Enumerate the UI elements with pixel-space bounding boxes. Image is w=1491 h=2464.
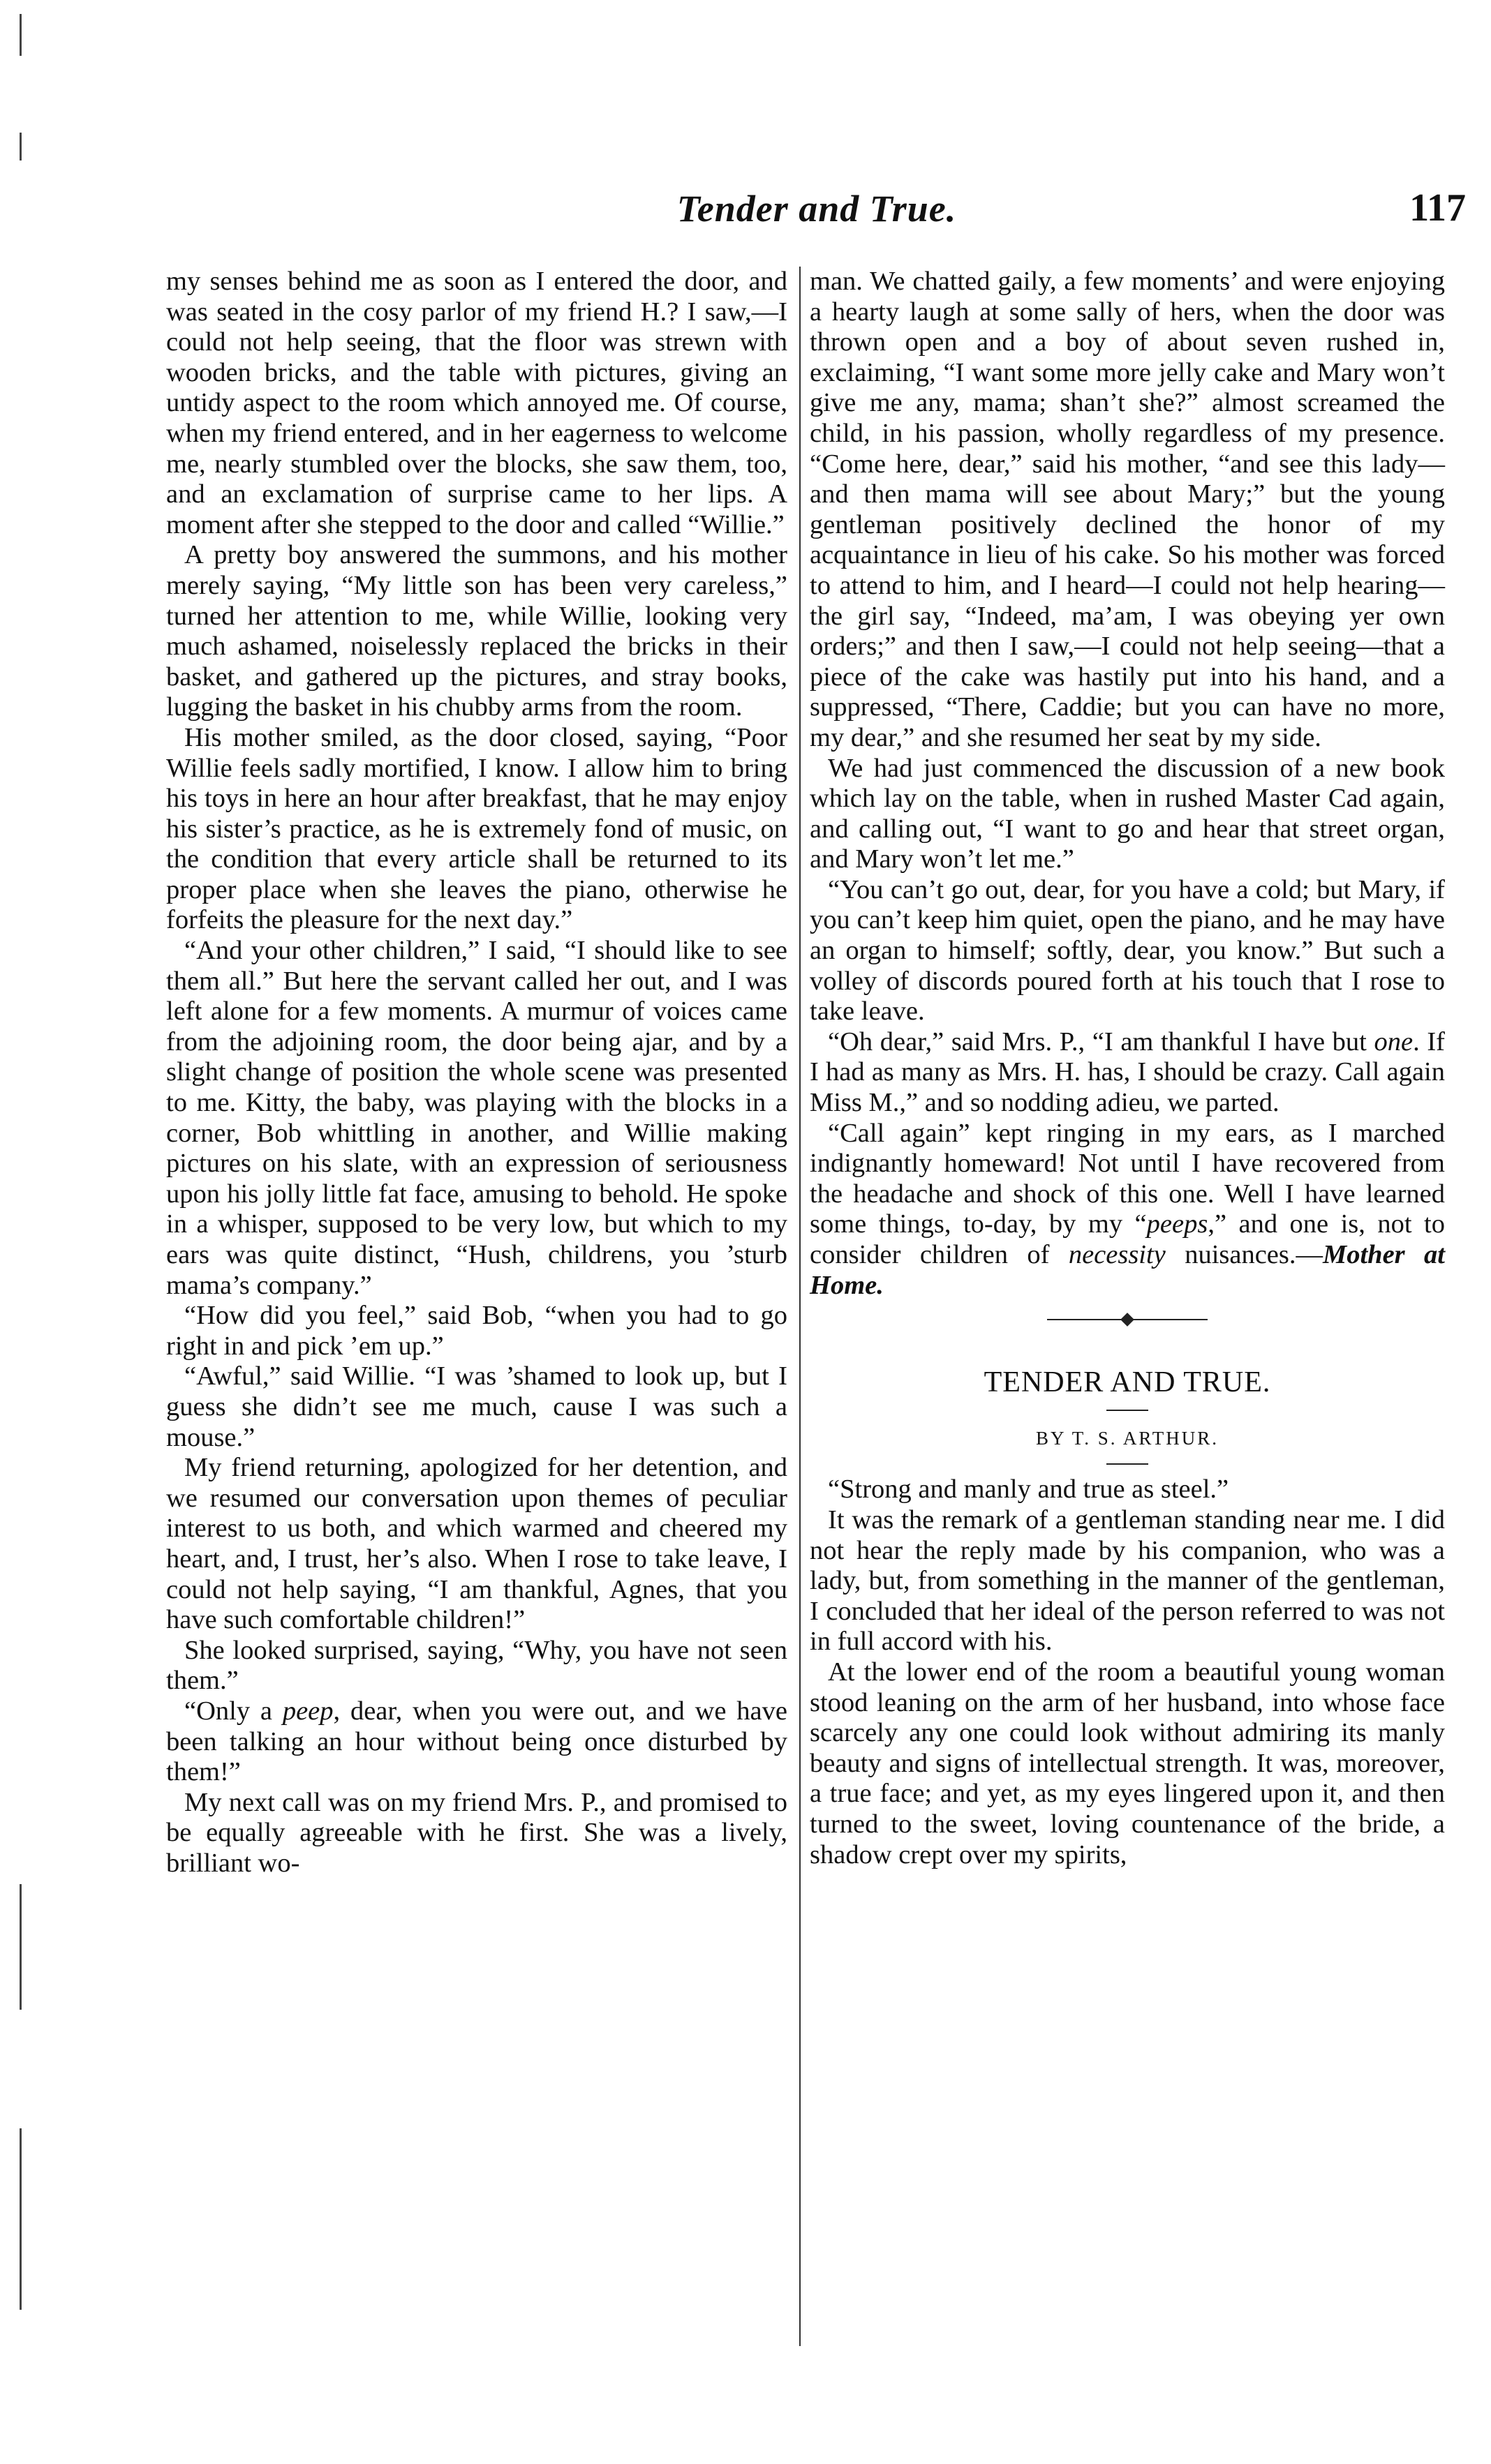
right-column <box>810 267 1445 1870</box>
paragraph: my senses behind me as soon as I entered the door, and was seated in the cosy parlor of my friend H.? I saw,—I could not help seeing, that the floor was strewn with wooden bricks, and the table with pictures, giving an untidy aspect to the room which annoyed me. Of course, when my friend entered, and in her eagerness to welcome me, nearly stumbled over the blocks, she saw them, too, and an exclamation of surprise came to her lips. A moment after she stepped to the door and called “Willie.” <box>166 267 787 539</box>
paragraph: It was the remark of a gentleman standing near me. I did not hear the reply made by his companion, who was a lady, but, from something in the manner of the gentleman, I concluded that her ideal of the person referred to was not in full accord with his. <box>810 1504 1445 1657</box>
paragraph: “Strong and manly and true as steel.” <box>828 1474 1229 1504</box>
paragraph: At the lower end of the room a beautiful young woman stood leaning on the arm of her husband, into whose face scarcely any one could look without admiring its manly beauty and signs of intellectual strength. It was, moreover, a true face; and yet, as my eyes lingered upon it, and then turned to the sweet, loving countenance of the bride, a shadow crept over my spirits, <box>810 1657 1445 1869</box>
paragraph: “And your other children,” I said, “I should like to see them all.” But here the servant called her out, and I was left alone for a few moments. A murmur of voices came from the adjoining room, the door being ajar, and by a slight change of position the whole scene was presented to me. Kitty, the baby, was playing with the blocks in a corner, Bob whittling in another, and Willie making pictures on his slate, with an expression of seriousness upon his jolly little fat face, amusing to behold. He spoke in a whisper, supposed to be very low, but which to my ears was quite distinct, “Hush, childrens, you ’sturb mama’s company.” <box>166 936 787 1300</box>
title-rule <box>1106 1410 1148 1411</box>
left-column <box>166 267 787 1879</box>
paragraph: My next call was on my friend Mrs. P., and promised to be equally agreeable with he first. She was a lively, brilliant wo- <box>166 1787 787 1878</box>
paragraph: “Oh dear,” said Mrs. P., “I am thankful I have but one. If I had as many as Mrs. H. has, I should be crazy. Call again Miss M.,” and so nodding adieu, we parted. <box>810 1026 1445 1118</box>
page-number: 117 <box>1409 186 1466 230</box>
paragraph: “How did you feel,” said Bob, “when you had to go right in and pick ’em up.” <box>166 1301 787 1361</box>
signature: Mother at Home. <box>810 1240 1446 1300</box>
byline-rule <box>1106 1463 1148 1465</box>
scan-margin-marks <box>20 0 22 2464</box>
emphasis: necessity <box>1068 1240 1166 1269</box>
emphasis: peeps <box>1146 1209 1208 1239</box>
article-byline: BY T. S. ARTHUR. <box>1036 1427 1219 1449</box>
paragraph: man. We chatted gaily, a few moments’ and were enjoying a hearty laugh at some sally of hers, when the door was thrown open and a boy of about seven rushed in, exclaiming, “I want some more jelly cake and Mary won’t give me any, mama; shan’t she?” almost screamed the child, in his passion, wholly regardless of my presence. “Come here, dear,” said his mother, “and see this lady—and then mama will see about Mary;” but the young gentleman positively declined the honor of my acquaintance in lieu of his cake. So his mother was forced to attend to him, and I heard—I could not help hearing—the girl say, “Indeed, ma’am, I was obeying yer own orders;” and then I saw,—I could not help seeing—that a piece of the cake was hastily put into his hand, and a suppressed, “There, Caddie; but you can have no more, my dear,” and she resumed her seat by my side. <box>810 267 1445 752</box>
page-header <box>168 183 1466 239</box>
emphasis: peep <box>282 1696 334 1726</box>
paragraph: “Awful,” said Willie. “I was ’shamed to look up, but I guess she didn’t see me much, cause I was such a mouse.” <box>166 1361 787 1452</box>
paragraph: A pretty boy answered the summons, and his mother merely saying, “My little son has been very careless,” turned her attention to me, while Willie, looking very much ashamed, noiselessly replaced the bricks in their basket, and gathered up the pictures, and stray books, lugging the basket in his chubby arms from the room. <box>166 540 787 722</box>
paragraph: “Call again” kept ringing in my ears, as I marched indignantly homeward! Not until I have recovered from the headache and shock of this one. Well I have learned some things, to-day, by my “peeps,” and one is, not to consider children of necessity nuisances.—Mother at Home. <box>810 1118 1446 1300</box>
paragraph: His mother smiled, as the door closed, saying, “Poor Willie feels sadly mortified, I know. I allow him to bring his toys in here an hour after breakfast, that he may enjoy his sister’s practice, as he is extremely fond of music, on the condition that every article shall be returned to its proper place when she leaves the piano, otherwise he forfeits the pleasure for the next day.” <box>166 722 787 935</box>
emphasis: one <box>1374 1026 1414 1056</box>
column-rule <box>799 267 801 2346</box>
article-title: TENDER AND TRUE. <box>984 1366 1271 1399</box>
paragraph: “You can’t go out, dear, for you have a cold; but Mary, if you can’t keep him quiet, open the piano, and he may have an organ to himself; softly, dear, you know.” But such a volley of discords poured forth at his touch that I rose to take leave. <box>810 874 1445 1026</box>
section-divider <box>1047 1312 1208 1327</box>
paragraph: She looked surprised, saying, “Why, you have not seen them.” <box>166 1635 787 1696</box>
running-title: Tender and True. <box>676 188 957 230</box>
paragraph: We had just commenced the discussion of a new book which lay on the table, when in rushed Master Cad again, and calling out, “I want to go and hear that street organ, and Mary won’t let me.” <box>810 753 1445 874</box>
paragraph: “Only a peep, dear, when you were out, and we have been talking an hour without being once disturbed by them!” <box>166 1696 787 1787</box>
paragraph: My friend returning, apologized for her detention, and we resumed our conversation upon themes of peculiar interest to us both, and which warmed and cheered my heart, and, I trust, her’s also. When I rose to take leave, I could not help saying, “I am thankful, Agnes, that you have such comfortable children!” <box>166 1453 787 1635</box>
